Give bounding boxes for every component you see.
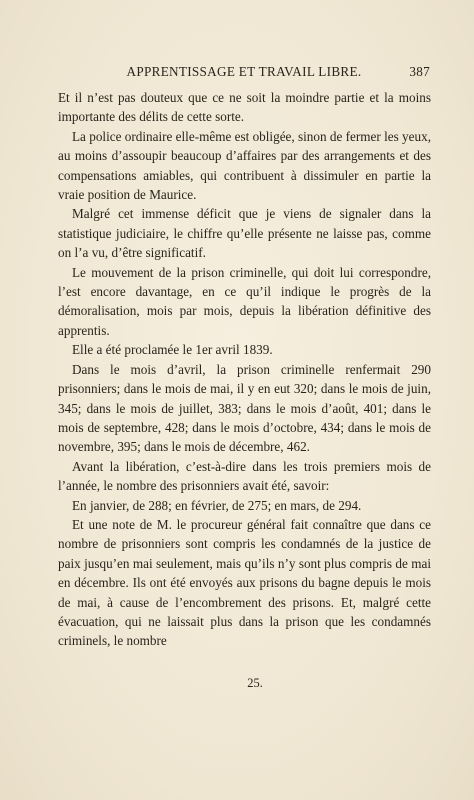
paragraph-7: Avant la libération, c’est-à-dire dans les trois premiers mois de l’année, le nombre des prisonniers avait été, savoir: [58, 458, 431, 494]
paragraph-4: Le mouvement de la prison criminelle, qui doit lui correspondre, l’est encore davantage, en ce qu’il indique le progrès de la démoralisation, mois par mois, depuis la libération définitive des apprentis. [58, 264, 431, 338]
page-header [58, 64, 430, 82]
paragraph-5: Elle a été proclamée le 1er avril 1839. [72, 342, 273, 358]
paragraph-3: Malgré cet immense déficit que je viens de signaler dans la statistique judiciaire, le chiffre qu’elle présente ne laisse pas, comme on l’a vu, d’être significatif. [58, 206, 431, 261]
paragraph-2: La police ordinaire elle-même est obligée, sinon de fermer les yeux, au moins d’assoupir beaucoup d’affaires par des arrangements et des compensations amiables, qui contribuent à dissimuler en partie la vraie position de Maurice. [58, 128, 431, 203]
paragraph-6: Dans le mois d’avril, la prison criminelle renfermait 290 prisonniers; dans le mois de mai, il y en eut 320; dans le mois de juin, 345; dans le mois de juillet, 383; dans le mois d’août, 401; dans le mois de septembre, 428; dans le mois d’octobre, 434; dans le mois de novembre, 395; dans le mois de décembre, 462. [58, 361, 431, 455]
paragraph-1: Et il n’est pas douteux que ce ne soit la moindre partie et la moins importante des délits de cette sorte. [58, 90, 431, 125]
page-number: 387 [409, 64, 430, 79]
running-title: APPRENTISSAGE ET TRAVAIL LIBRE. [126, 64, 362, 79]
paragraph-9: Et une note de M. le procureur général fait connaître que dans ce nombre de prisonniers sont compris les condamnés de la justice de paix jusqu’en mai seulement, mais qu’ils n’y sont plus compris de mai en décembre. Ils ont été envoyés aux prisons du bagne depuis le mois de mai, à cause de l’encombrement des prisons. Et, malgré cette évacuation, qui ne laissait plus dans la prison que les condamnés criminels, le nombre [58, 516, 431, 649]
signature-mark: 25. [247, 676, 263, 690]
page-body [58, 88, 431, 651]
paragraph-8: En janvier, de 288; en février, de 275; en mars, de 294. [72, 497, 362, 513]
